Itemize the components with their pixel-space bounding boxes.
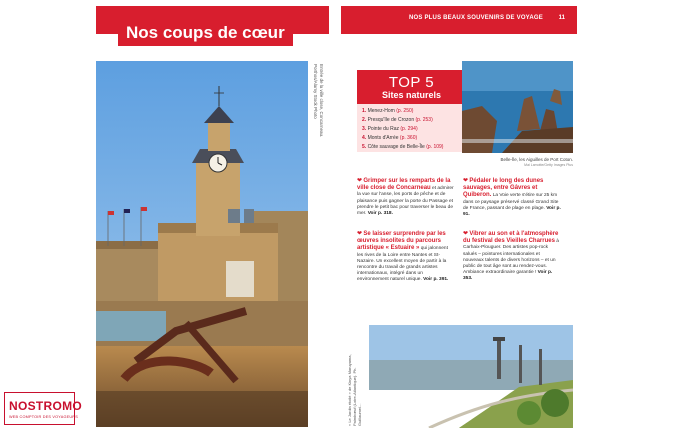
article: [357, 178, 455, 217]
list-item: 3. Pointe du Raz (p. 294): [362, 126, 418, 132]
heart-icon: ❤: [463, 231, 469, 237]
right-page: [341, 6, 577, 428]
heart-icon: ❤: [463, 178, 469, 184]
list-item: 4. Monts d'Arrée (p. 360): [362, 135, 418, 141]
article-body: La Voie verte s'étire sur 25 km dans ce paysage préservé classé Grand Site de France, passant de plage en plage.: [463, 193, 559, 211]
article-title: Pédaler le long des dunes sauvages, entre Gâvres et Quiberon.: [463, 178, 544, 199]
list-item: 1. Menez-Hom (p. 250): [362, 108, 414, 114]
heart-icon: ❤: [357, 231, 363, 237]
left-page: [96, 6, 334, 428]
top5-title: TOP 5: [388, 74, 435, 91]
article-title: Grimper sur les remparts de la ville close de Concarneau: [357, 178, 451, 192]
heart-icon: ❤: [357, 178, 363, 184]
article-ref: Voir p. 91.: [463, 205, 561, 218]
article-ref: Voir p. 391.: [423, 277, 449, 283]
article-body: et admirer la vue sur l'anse, les ports de pêche et de plaisance puis gagner la porte du Passage et prendre le petit bac pour traverser le beau de mer.: [357, 186, 454, 217]
article-body: qui jalonnent les rives de la Loire entre Nantes et St-Nazaire. Un excellent moyen de partir à la rencontre du travail de grands artistes internationaux, intégré dans un environnement naturel unique.: [357, 246, 448, 283]
article: [463, 231, 561, 283]
jardin-etoile-photo: [369, 325, 573, 428]
photo-caption: « Le Jardin étoilé » de Kinya Maruyama, Paimbœuf (Loire-Atlantique). Ph. Guillaume/...: [347, 354, 362, 426]
article-title: Se laisser surprendre par les œuvres insolites du parcours artistique « Estuaire »: [357, 231, 446, 252]
caption-text: Belle-Île, les Aiguilles de Port Coton.: [500, 157, 573, 162]
article: [357, 231, 455, 284]
logo-name: NOSTROMO: [9, 399, 83, 413]
concarneau-photo: [96, 61, 308, 427]
article-ref: Voir p. 318.: [367, 211, 393, 217]
right-header-band: [341, 6, 577, 34]
article: [463, 178, 561, 218]
list-item: 2. Presqu'île de Crozon (p. 253): [362, 117, 433, 123]
belle-ile-photo: [462, 61, 573, 153]
caption-credit: Mai Lamotte/Getty Images Plus: [524, 162, 573, 167]
section-header: NOS PLUS BEAUX SOUVENIRS DE VOYAGE: [409, 15, 543, 21]
nostromo-logo: [4, 392, 83, 425]
top5-list: [357, 104, 466, 152]
photo-caption: Entrée de la ville close, Concarneau. Porthos/Alamy Stock Photo: [313, 64, 324, 138]
top5-subtitle: Sites naturels: [381, 90, 442, 100]
page-number: 11: [558, 15, 565, 21]
photo-caption: [462, 157, 573, 168]
page-title: Nos coups de cœur: [118, 20, 293, 46]
article-title: Vibrer au son et à l'atmosphère du festival des Vieilles Charrues: [463, 231, 559, 245]
list-item: 5. Côte sauvage de Belle-Île (p. 109): [362, 144, 444, 150]
article-body: à Carhaix-Plouguer. Des artistes pop-rock salués – pointures internationales et nouveaux talents de divers horizons – et un public de tout âge sont au rendez-vous. Ambiance extraordinaire garantie !: [463, 239, 559, 276]
top5-box: [357, 70, 466, 152]
article-ref: Voir p. 353.: [463, 270, 553, 282]
logo-tagline: WEB COMPTOIR DES VOYAGEURS: [9, 415, 78, 419]
